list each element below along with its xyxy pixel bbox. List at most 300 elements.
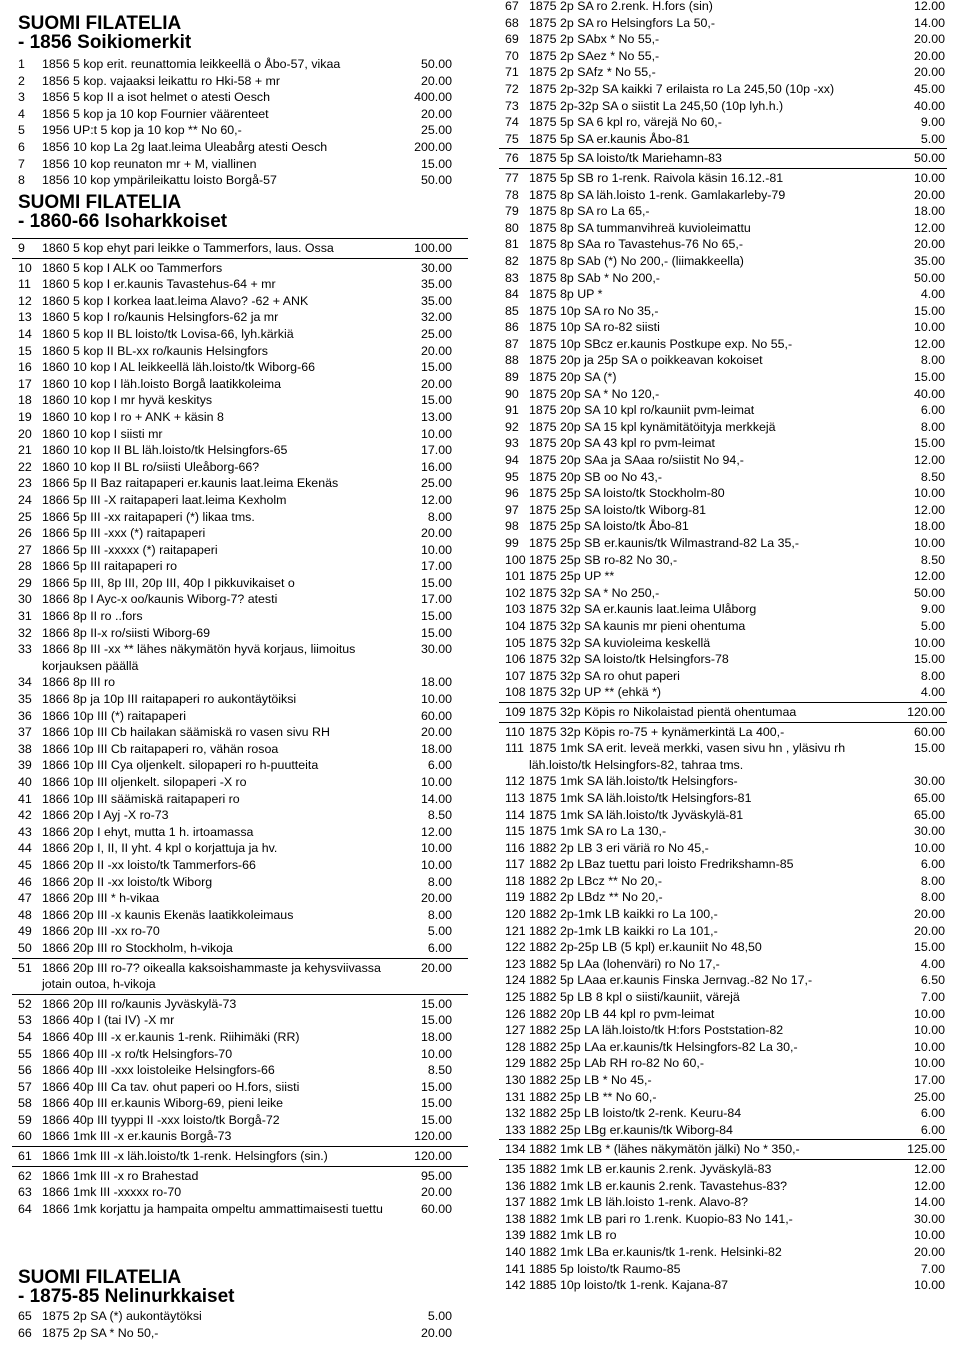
item-description: 1860 10 kop II BL läh.loisto/tk Helsingfors-65	[42, 443, 288, 458]
list-item	[505, 1178, 945, 1195]
item-number: 52	[18, 996, 32, 1011]
item-number: 68	[505, 15, 519, 30]
item-price: 6.00	[427, 758, 452, 773]
item-description: 1856 5 kop. vajaaksi leikattu ro Hki-58 + mr	[42, 73, 280, 88]
item-price: 8.50	[427, 1063, 452, 1078]
item-number: 63	[18, 1185, 32, 1200]
item-number: 31	[18, 609, 32, 624]
item-description: 1875 32p SA * No 250,-	[529, 585, 660, 600]
section-heading-line: SUOMI FILATELIA	[18, 13, 182, 34]
item-price: 60.00	[913, 724, 945, 739]
item-description: 1860 5 kop II BL-xx ro/kaunis Helsingfors	[42, 343, 268, 358]
item-description: 1882 25p LAb RH ro-82 No 60,-	[529, 1056, 704, 1071]
item-price: 18.00	[420, 1029, 452, 1044]
item-price: 14.00	[913, 1195, 945, 1210]
list-item	[505, 840, 945, 857]
item-price: 8.00	[920, 419, 945, 434]
item-description: 1882 25p LB * No 45,-	[529, 1073, 652, 1087]
list-item	[18, 575, 466, 592]
item-number: 69	[505, 32, 519, 47]
item-price: 8.00	[920, 353, 945, 368]
list-item	[18, 840, 466, 857]
item-description: 1860 10 kop I siisti mr	[42, 426, 163, 441]
list-item	[18, 960, 466, 993]
item-description: 1882 25p LAa er.kaunis/tk Helsingfors-82 La 30,-	[529, 1039, 798, 1054]
list-item	[505, 635, 945, 652]
item-list	[18, 240, 466, 1217]
list-item	[505, 668, 945, 685]
item-number: 61	[18, 1149, 32, 1164]
item-price: 10.00	[913, 1023, 945, 1038]
list-item	[18, 641, 466, 674]
list-item	[18, 757, 466, 774]
item-number: 77	[505, 170, 519, 185]
item-price: 20.00	[420, 343, 452, 358]
item-description: 1856 5 kop ja 10 kop Fournier väärenteet	[42, 106, 269, 121]
item-number: 57	[18, 1079, 32, 1094]
item-description: 1866 1mk III -x er.kaunis Borgå-73	[42, 1129, 232, 1144]
item-price: 10.00	[913, 1056, 945, 1071]
list-item	[18, 874, 466, 891]
item-number: 134	[505, 1142, 526, 1157]
item-number: 133	[505, 1122, 526, 1137]
item-number: 139	[505, 1228, 526, 1243]
item-number: 136	[505, 1178, 526, 1193]
item-description: 1875 32p SA loisto/tk Helsingfors-78	[529, 652, 729, 667]
item-price: 6.50	[920, 973, 945, 988]
item-price: 30.00	[420, 260, 452, 275]
list-item	[18, 608, 466, 625]
section-heading-line: SUOMI FILATELIA	[18, 192, 182, 213]
item-number: 91	[505, 403, 519, 418]
item-price: 15.00	[913, 370, 945, 385]
list-item	[18, 293, 466, 310]
item-description: 1866 20p III ro Stockholm, h-vikoja	[42, 940, 233, 955]
item-number: 13	[18, 310, 32, 325]
item-number: 127	[505, 1023, 526, 1038]
item-price: 15.00	[420, 1096, 452, 1111]
item-description: 1875 25p SA loisto/tk Stockholm-80	[529, 486, 725, 501]
item-number: 97	[505, 502, 519, 517]
list-item	[18, 674, 466, 691]
item-number: 115	[505, 824, 525, 839]
item-price: 20.00	[420, 725, 452, 740]
item-price: 32.00	[420, 310, 452, 325]
item-number: 104	[505, 618, 526, 633]
item-price: 12.00	[913, 336, 945, 351]
item-number: 18	[18, 393, 32, 408]
item-number: 41	[18, 791, 32, 806]
list-item	[18, 708, 466, 725]
item-number: 3	[18, 90, 25, 105]
item-price: 25.00	[420, 123, 452, 138]
item-description: 1882 1mk LB pari ro 1.renk. Kuopio-83 No 141,-	[529, 1211, 793, 1226]
item-description: 1882 2p-1mk LB kaikki ro La 101,-	[529, 923, 718, 938]
item-description: 1875 20p SA * No 120,-	[529, 386, 660, 401]
list-item	[18, 326, 466, 343]
list-item	[505, 402, 945, 419]
item-price: 6.00	[920, 1106, 945, 1121]
item-price: 15.00	[420, 393, 452, 408]
item-number: 92	[505, 419, 519, 434]
item-number: 83	[505, 270, 519, 285]
item-number: 32	[18, 625, 32, 640]
item-description: 1860 10 kop I ro + ANK + käsin 8	[42, 409, 224, 424]
item-description: 1882 25p LBg er.kaunis/tk Wiborg-84	[529, 1122, 733, 1137]
list-item	[18, 807, 466, 824]
item-price: 18.00	[913, 519, 945, 534]
list-item	[505, 1105, 945, 1122]
item-description: 1866 8p I Ayc-x oo/kaunis Wiborg-7? atesti	[42, 592, 278, 607]
item-description: 1882 25p LB loisto/tk 2-renk. Keuru-84	[529, 1106, 742, 1121]
list-item	[18, 1079, 466, 1096]
item-number: 25	[18, 509, 32, 524]
section-heading	[18, 14, 466, 52]
item-description: 1866 5p III raitapaperi ro	[42, 559, 178, 574]
item-description: 1875 1mk SA läh.loisto/tk Helsingfors-81	[529, 790, 752, 805]
item-number: 64	[18, 1201, 32, 1216]
item-description: 1882 2p-25p LB (5 kpl) er.kauniit No 48,50	[529, 940, 762, 955]
list-item	[505, 0, 945, 15]
list-item	[505, 972, 945, 989]
item-number: 130	[505, 1073, 526, 1087]
list-item	[18, 359, 466, 376]
item-description: 1866 20p II -xx loisto/tk Tammerfors-66	[42, 857, 256, 872]
item-description: 1882 5p LAa (lohenväri) ro No 17,-	[529, 956, 720, 971]
item-number: 51	[18, 960, 32, 975]
item-price: 8.00	[427, 907, 452, 922]
item-number: 35	[18, 692, 32, 707]
item-description: 1875 32p SA kaunis mr pieni ohentuma	[529, 618, 746, 633]
item-price: 15.00	[420, 156, 452, 171]
item-number: 65	[18, 1309, 32, 1323]
item-description: 1875 8p UP *	[529, 287, 603, 302]
list-item	[18, 442, 466, 459]
item-number: 76	[505, 151, 519, 166]
list-item	[18, 475, 466, 492]
list-item	[505, 1055, 945, 1072]
item-description: 1882 1mk LB ro	[529, 1228, 617, 1243]
list-item	[18, 426, 466, 443]
list-item	[505, 684, 945, 701]
list-item	[505, 535, 945, 552]
item-number: 101	[505, 569, 526, 584]
item-price: 15.00	[420, 625, 452, 640]
item-price: 65.00	[913, 807, 945, 822]
item-price: 8.00	[920, 890, 945, 905]
item-price: 10.00	[420, 542, 452, 557]
list-item	[505, 1194, 945, 1211]
list-item	[505, 856, 945, 873]
item-description: 1856 10 kop reunaton mr + M, viallinen	[42, 156, 257, 171]
item-price: 17.00	[420, 559, 452, 574]
item-description: 1875 2p SAez * No 55,-	[529, 48, 660, 63]
item-price: 20.00	[913, 65, 945, 80]
item-number: 102	[505, 585, 526, 600]
list-item	[18, 89, 466, 106]
list-item	[505, 1211, 945, 1228]
list-item	[505, 1022, 945, 1039]
item-number: 46	[18, 874, 32, 889]
item-description: 1856 5 kop II a isot helmet o atesti Oesch	[42, 90, 270, 105]
item-number: 22	[18, 459, 32, 474]
item-price: 7.00	[920, 990, 945, 1005]
item-description: 1875 10p SA ro No 35,-	[529, 303, 659, 318]
item-number: 128	[505, 1039, 526, 1054]
list-item	[505, 807, 945, 824]
item-description: 1866 10p III oljenkelt. silopaperi -X ro	[42, 775, 247, 789]
item-description: 1856 10 kop ympärileikattu loisto Borgå-57	[42, 173, 277, 188]
item-number: 137	[505, 1195, 526, 1210]
item-description: 1875 25p SB ro-82 No 30,-	[529, 552, 678, 567]
item-description: 1860 5 kop I ro/kaunis Helsingfors-62 ja mr	[42, 310, 279, 325]
list-item	[505, 740, 945, 773]
item-number: 105	[505, 635, 526, 650]
item-description: 1860 5 kop I ALK oo Tammerfors	[42, 260, 223, 275]
list-item	[505, 31, 945, 48]
section-heading-line: - 1875-85 Nelinurkkaiset	[18, 1286, 235, 1307]
item-number: 110	[505, 724, 525, 739]
item-description: 1860 5 kop I er.kaunis Tavastehus-64 + mr	[42, 277, 276, 292]
list-item	[505, 552, 945, 569]
item-description: 1856 5 kop erit. reunattomia leikkeellä o Åbo-57, vikaa	[42, 57, 341, 71]
item-number: 6	[18, 139, 25, 154]
list-item	[505, 319, 945, 336]
list-item	[505, 889, 945, 906]
item-description: 1866 40p III er.kaunis Wiborg-69, pieni leike	[42, 1096, 284, 1111]
item-number: 78	[505, 187, 519, 202]
item-price: 40.00	[913, 386, 945, 401]
list-item	[18, 591, 466, 608]
item-description: 1882 2p-1mk LB kaikki ro La 100,-	[529, 907, 718, 922]
item-number: 95	[505, 469, 519, 484]
item-price: 10.00	[913, 536, 945, 550]
item-number: 10	[18, 260, 32, 275]
item-description: 1875 20p SA 10 kpl ro/kauniit pvm-leimat	[529, 403, 755, 418]
item-description: 1875 10p SA ro-82 siisti	[529, 320, 660, 335]
list-item	[505, 253, 945, 270]
list-item	[18, 309, 466, 326]
list-item	[18, 525, 466, 542]
item-price: 10.00	[913, 1278, 945, 1293]
list-item	[505, 704, 945, 721]
item-number: 111	[505, 741, 524, 756]
item-number: 48	[18, 907, 32, 922]
item-number: 112	[505, 774, 525, 789]
list-item	[505, 1006, 945, 1023]
item-description: 1875 1mk SA läh.loisto/tk Jyväskylä-81	[529, 807, 744, 822]
item-number: 79	[505, 204, 519, 219]
item-price: 15.00	[420, 1112, 452, 1127]
item-number: 43	[18, 824, 32, 839]
catalog-section	[18, 1268, 466, 1341]
item-number: 113	[505, 790, 525, 805]
item-number: 20	[18, 426, 32, 441]
item-price: 15.00	[420, 609, 452, 624]
item-number: 93	[505, 436, 519, 451]
item-number: 11	[18, 277, 31, 292]
item-price: 8.50	[920, 552, 945, 567]
item-price: 35.00	[420, 277, 452, 292]
item-number: 62	[18, 1168, 32, 1183]
item-price: 8.00	[427, 509, 452, 524]
item-price: 20.00	[913, 237, 945, 252]
list-item	[505, 906, 945, 923]
item-price: 30.00	[913, 774, 945, 789]
list-item	[505, 790, 945, 807]
item-price: 12.00	[913, 0, 945, 13]
catalog-section	[18, 193, 466, 1217]
item-description: 1866 1mk III -x ro Brahestad	[42, 1168, 199, 1183]
item-price: 60.00	[420, 1201, 452, 1216]
list-item	[505, 485, 945, 502]
item-list	[505, 0, 945, 1294]
item-number: 81	[505, 237, 519, 252]
item-price: 35.00	[913, 253, 945, 268]
item-number: 82	[505, 253, 519, 268]
list-item	[18, 940, 466, 957]
item-price: 7.00	[920, 1261, 945, 1276]
item-description: 1875 25p SB er.kaunis/tk Wilmastrand-82 La 35,-	[529, 536, 799, 550]
item-description: 1866 5p III, 8p III, 20p III, 40p I pikkuvikaiset o	[42, 575, 295, 590]
list-item	[18, 907, 466, 924]
item-number: 71	[505, 65, 519, 80]
list-item	[18, 857, 466, 874]
list-item	[18, 139, 466, 156]
item-number: 135	[505, 1161, 526, 1176]
list-item	[18, 890, 466, 907]
item-number: 40	[18, 775, 32, 789]
list-item	[18, 122, 466, 139]
list-item	[18, 1201, 466, 1218]
item-price: 12.00	[420, 492, 452, 507]
item-price: 10.00	[420, 426, 452, 441]
item-price: 30.00	[913, 824, 945, 839]
item-price: 15.00	[913, 940, 945, 955]
item-number: 114	[505, 807, 525, 822]
list-item	[505, 1089, 945, 1106]
item-description: 1866 40p III -xxx loistoleike Helsingfors-66	[42, 1063, 275, 1078]
list-item	[505, 286, 945, 303]
item-price: 9.00	[920, 602, 945, 617]
item-number: 58	[18, 1096, 32, 1111]
list-item	[505, 773, 945, 790]
item-description: 1882 1mk LB läh.loisto 1-renk. Alavo-8?	[529, 1195, 749, 1210]
list-item	[505, 170, 945, 187]
item-number: 120	[505, 907, 526, 922]
item-price: 9.00	[920, 115, 945, 130]
item-price: 45.00	[913, 81, 945, 96]
item-price: 5.00	[920, 618, 945, 633]
item-number: 24	[18, 492, 32, 507]
item-description: 1860 10 kop II BL ro/siisti Uleåborg-66?	[42, 459, 260, 474]
list-item	[505, 64, 945, 81]
item-number: 4	[18, 106, 25, 121]
list-item	[18, 509, 466, 526]
list-item	[505, 48, 945, 65]
item-description: 1866 10p III Cb hailakan säämiskä ro vasen sivu RH	[42, 725, 330, 740]
list-item	[18, 625, 466, 642]
item-price: 12.00	[913, 569, 945, 584]
list-item	[505, 724, 945, 741]
item-description: 1866 10p III (*) raitapaperi	[42, 708, 186, 723]
list-item	[505, 303, 945, 320]
item-price: 10.00	[913, 170, 945, 185]
item-number: 44	[18, 841, 32, 856]
item-description: 1875 32p SA ro ohut paperi	[529, 668, 680, 683]
item-description: 1875 25p SA loisto/tk Wiborg-81	[529, 502, 707, 517]
item-list	[18, 56, 466, 189]
list-item	[18, 691, 466, 708]
item-number: 28	[18, 559, 32, 574]
item-price: 8.50	[920, 469, 945, 484]
item-price: 18.00	[913, 204, 945, 219]
list-item	[18, 1184, 466, 1201]
item-price: 10.00	[913, 635, 945, 650]
item-price: 20.00	[913, 1244, 945, 1259]
item-description: 1875 32p SA kuvioleima keskellä	[529, 635, 711, 650]
item-description: 1866 20p III * h-vikaa	[42, 891, 160, 906]
list-item	[18, 1168, 466, 1185]
item-description: 1875 2p SA * No 50,-	[42, 1325, 159, 1340]
item-price: 6.00	[920, 1122, 945, 1137]
list-item	[505, 1277, 945, 1294]
list-item	[18, 392, 466, 409]
item-description: 1882 1mk LB er.kaunis 2.renk. Jyväskylä-83	[529, 1161, 772, 1176]
item-number: 36	[18, 708, 32, 723]
item-price: 20.00	[420, 960, 452, 975]
item-description: 1875 32p Köpis ro Nikolaistad pientä ohentumaa	[529, 704, 797, 719]
list-item	[18, 343, 466, 360]
item-price: 18.00	[420, 741, 452, 756]
item-number: 103	[505, 602, 526, 617]
list-item	[18, 1062, 466, 1079]
list-item	[18, 1128, 466, 1145]
item-number: 15	[18, 343, 32, 358]
item-price: 20.00	[913, 48, 945, 63]
list-item	[505, 823, 945, 840]
item-number: 30	[18, 592, 32, 607]
item-description: 1866 10p III säämiskä raitapaperi ro	[42, 791, 240, 806]
list-item	[505, 236, 945, 253]
item-price: 4.00	[920, 685, 945, 700]
list-item	[505, 873, 945, 890]
item-number: 29	[18, 575, 32, 590]
item-number: 9	[18, 241, 25, 255]
item-price: 15.00	[913, 741, 945, 756]
item-number: 33	[18, 642, 32, 657]
item-price: 60.00	[420, 708, 452, 723]
item-number: 86	[505, 320, 519, 335]
list-item	[505, 601, 945, 618]
section-heading-line: SUOMI FILATELIA	[18, 1267, 182, 1288]
list-item	[18, 558, 466, 575]
list-item	[18, 56, 466, 73]
item-description: 1875 20p SA (*)	[529, 370, 617, 385]
item-description: 1866 10p III Cb raitapaperi ro, vähän rosoa	[42, 741, 279, 756]
item-number: 66	[18, 1325, 32, 1340]
item-number: 119	[505, 890, 525, 905]
item-number: 38	[18, 741, 32, 756]
item-price: 4.00	[920, 287, 945, 302]
item-price: 5.00	[920, 131, 945, 146]
list-item	[505, 568, 945, 585]
item-price: 12.00	[913, 502, 945, 517]
item-price: 30.00	[913, 1211, 945, 1226]
item-number: 73	[505, 98, 519, 113]
item-price: 50.00	[913, 270, 945, 285]
list-item	[505, 1161, 945, 1178]
